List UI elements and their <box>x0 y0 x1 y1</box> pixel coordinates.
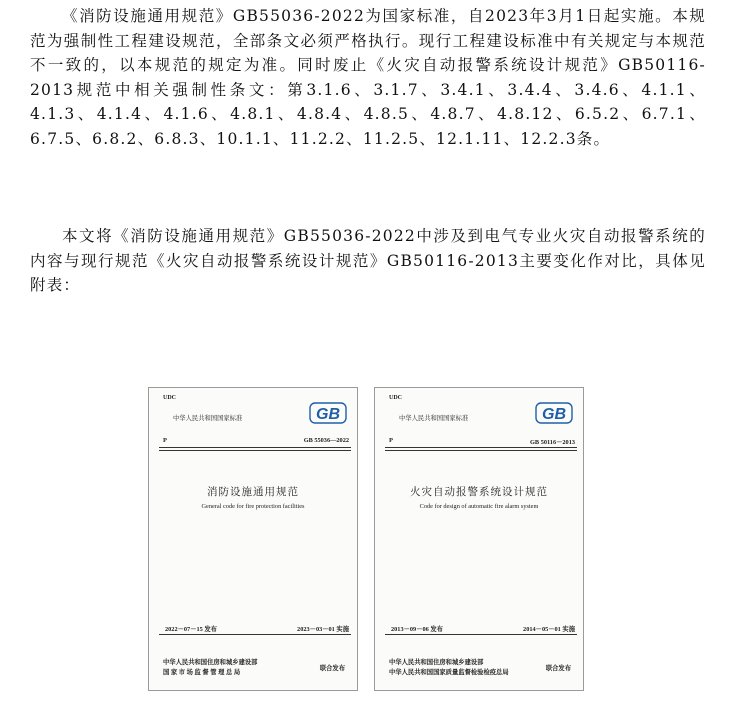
effective-date: 2023－03－01 实施 <box>297 626 349 633</box>
issuers <box>389 658 509 678</box>
issuers <box>163 658 257 678</box>
issuer-line-1: 中华人民共和国住房和城乡建设部 <box>163 659 258 666</box>
standard-code: GB 50116－2013 <box>530 439 575 446</box>
cover-title-en: Code for design of automatic fire alarm system <box>419 503 539 510</box>
cover-title-cn: 火灾自动报警系统设计规范 <box>410 487 548 498</box>
standard-cover-gb50116 <box>374 387 584 691</box>
gb-logo-icon <box>535 402 573 424</box>
udc-label: UDC <box>163 395 176 401</box>
cover-title-en: General code for fire protection facilities <box>201 503 305 510</box>
issuer-line-2: 国 家 市 场 监 督 管 理 总 局 <box>163 669 241 676</box>
bottom-rule <box>159 634 351 635</box>
udc-label: UDC <box>389 395 402 401</box>
bottom-rule <box>385 634 577 635</box>
national-standard-label: 中华人民共和国国家标准 <box>173 415 243 422</box>
svg-text:GB: GB <box>542 406 566 423</box>
joint-release-label: 联合发布 <box>319 665 345 672</box>
top-rule-thin <box>385 450 577 451</box>
issuer-line-1: 中华人民共和国住房和城乡建设部 <box>389 659 484 666</box>
issue-date: 2022－07－15 发布 <box>165 626 217 633</box>
top-rule <box>159 447 351 448</box>
intro-paragraph-1: 《消防设施通用规范》GB55036-2022为国家标准，自2023年3月1日起实施。本规范为强制性工程建设规范，全部条文必须严格执行。现行工程建设标准中有关规定与本规范不一致的，以本规范的规定为准。同时废止《火灾自动报警系统设计规范》GB50116-2013规范中相关强制性条文：第3.1.6、3.1.7、3.4.1、3.4.4、3.4.6、4.1.1、4.1.3、4.1.4、4.1.6、4.8.1、4.8.4、4.8.5、4.8.7、4.8.12、6.5.2、6.7.1、6.7.5、6.8.2、6.8.3、10.1.1、11.2.2、11.2.5、12.1.11、12.2.3条。 <box>30 7 706 148</box>
issue-date: 2013－09－06 发布 <box>391 626 443 633</box>
gb-logo-icon <box>309 402 347 424</box>
joint-release-label: 联合发布 <box>545 665 571 672</box>
national-standard-label: 中华人民共和国国家标准 <box>399 415 469 422</box>
effective-date: 2014－05－01 实施 <box>523 626 575 633</box>
standard-cover-gb55036 <box>148 387 358 691</box>
svg-text:GB: GB <box>316 406 340 423</box>
category-letter: P <box>163 437 167 444</box>
top-rule <box>385 447 577 448</box>
standard-code: GB 55036—2022 <box>303 437 349 444</box>
category-letter: P <box>389 437 393 444</box>
intro-paragraph-2: 本文将《消防设施通用规范》GB55036-2022中涉及到电气专业火灾自动报警系统的内容与现行规范《火灾自动报警系统设计规范》GB50116-2013主要变化作对比，具体见附表： <box>30 227 706 294</box>
top-rule-thin <box>159 450 351 451</box>
issuer-line-2: 中华人民共和国国家质量监督检验检疫总局 <box>389 669 509 676</box>
cover-title-cn: 消防设施通用规范 <box>207 487 299 498</box>
